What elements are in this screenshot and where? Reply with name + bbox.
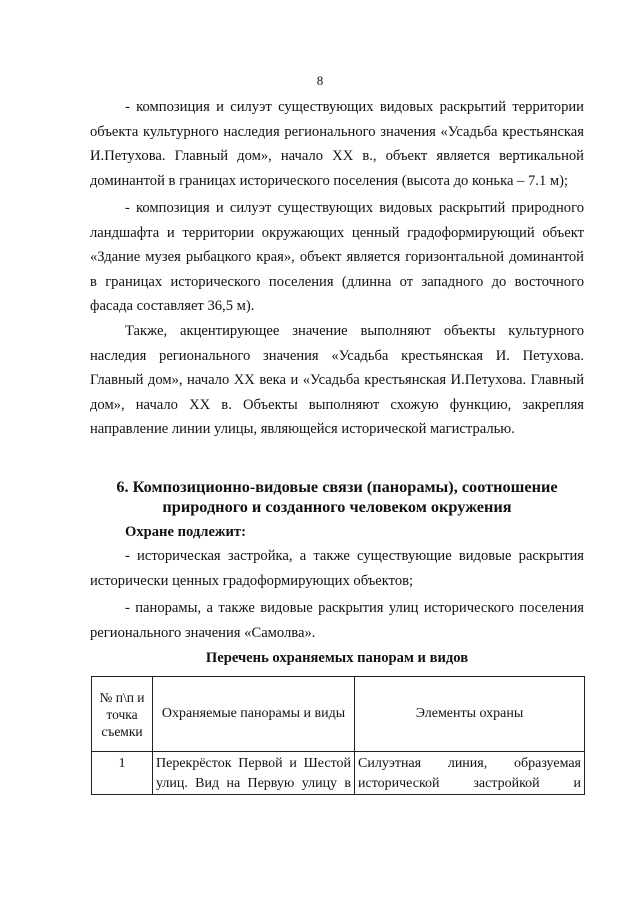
table-row	[92, 752, 585, 795]
panoramas-table	[91, 676, 585, 795]
paragraph-2	[90, 196, 584, 319]
cell-line: исторической застройкой и	[358, 776, 581, 791]
cell-line: улиц. Вид на Первую улицу в	[156, 776, 351, 791]
text-line: - композиция и силуэт существующих видовых раскрытий территории	[125, 99, 584, 115]
section-heading	[90, 477, 584, 517]
text-line: «Здание музея рыбацкого края», объект является горизонтальной доминантой	[90, 249, 584, 266]
section-subheading: Охране подлежит:	[125, 524, 246, 540]
text-line: наследия регионального значения «Усадьба крестьянская И. Петухова.	[90, 347, 584, 364]
text-line: ландшафта и территории окружающих ценный градоформирующий объект	[90, 224, 584, 241]
row-number: 1	[92, 752, 153, 795]
header-number-line: съемки	[101, 723, 143, 739]
text-line: объекта культурного наследия регионального значения «Усадьба крестьянская	[90, 123, 584, 140]
row-views	[153, 752, 355, 795]
text-line: регионального значения «Самолва».	[90, 624, 316, 641]
text-line: - историческая застройка, а также существующие видовые раскрытия	[125, 548, 584, 564]
text-line: дом», начало XX в. Объекты выполняют схожую функцию, закрепляя	[90, 396, 584, 413]
text-line: - панорамы, а также видовые раскрытия улиц исторического поселения	[125, 600, 584, 616]
paragraph-3	[90, 319, 584, 442]
section-heading-line: 6. Композиционно-видовые связи (панорамы), соотношение	[116, 477, 558, 496]
text-line: Также, акцентирующее значение выполняют объекты культурного	[125, 323, 584, 339]
header-elements: Элементы охраны	[355, 677, 585, 752]
cell-line: Силуэтная линия, образуемая	[358, 756, 581, 771]
table-header-row	[92, 677, 585, 752]
header-views: Охраняемые панорамы и виды	[153, 677, 355, 752]
text-line: направление линии улицы, являющейся исторической магистралью.	[90, 421, 515, 438]
text-line: - композиция и силуэт существующих видовых раскрытий природного	[125, 200, 584, 216]
text-line: доминантой в границах исторического поселения (высота до конька – 7.1 м);	[90, 172, 569, 189]
header-number-line: № п\п и	[99, 689, 145, 705]
text-line: в границах исторического поселения (длинна от западного до восточного	[90, 273, 584, 290]
text-line: фасада составляет 36,5 м).	[90, 298, 255, 315]
text-line: исторически ценных градоформирующих объектов;	[90, 572, 414, 589]
paragraph-1	[90, 95, 584, 193]
paragraph-4	[90, 544, 584, 593]
paragraph-5	[90, 596, 584, 645]
text-line: Главный дом», начало XX века и «Усадьба крестьянская И.Петухова. Главный	[90, 372, 584, 389]
row-elements	[355, 752, 585, 795]
header-number	[92, 677, 153, 752]
page-number: 8	[316, 73, 324, 88]
text-line: И.Петухова. Главный дом», начало XX в., объект является вертикальной	[90, 148, 584, 165]
header-number-line: точка	[106, 706, 138, 722]
table-title: Перечень охраняемых панорам и видов	[205, 650, 469, 666]
section-heading-line: природного и созданного человеком окружения	[162, 497, 512, 516]
cell-line: Перекрёсток Первой и Шестой	[156, 756, 351, 771]
